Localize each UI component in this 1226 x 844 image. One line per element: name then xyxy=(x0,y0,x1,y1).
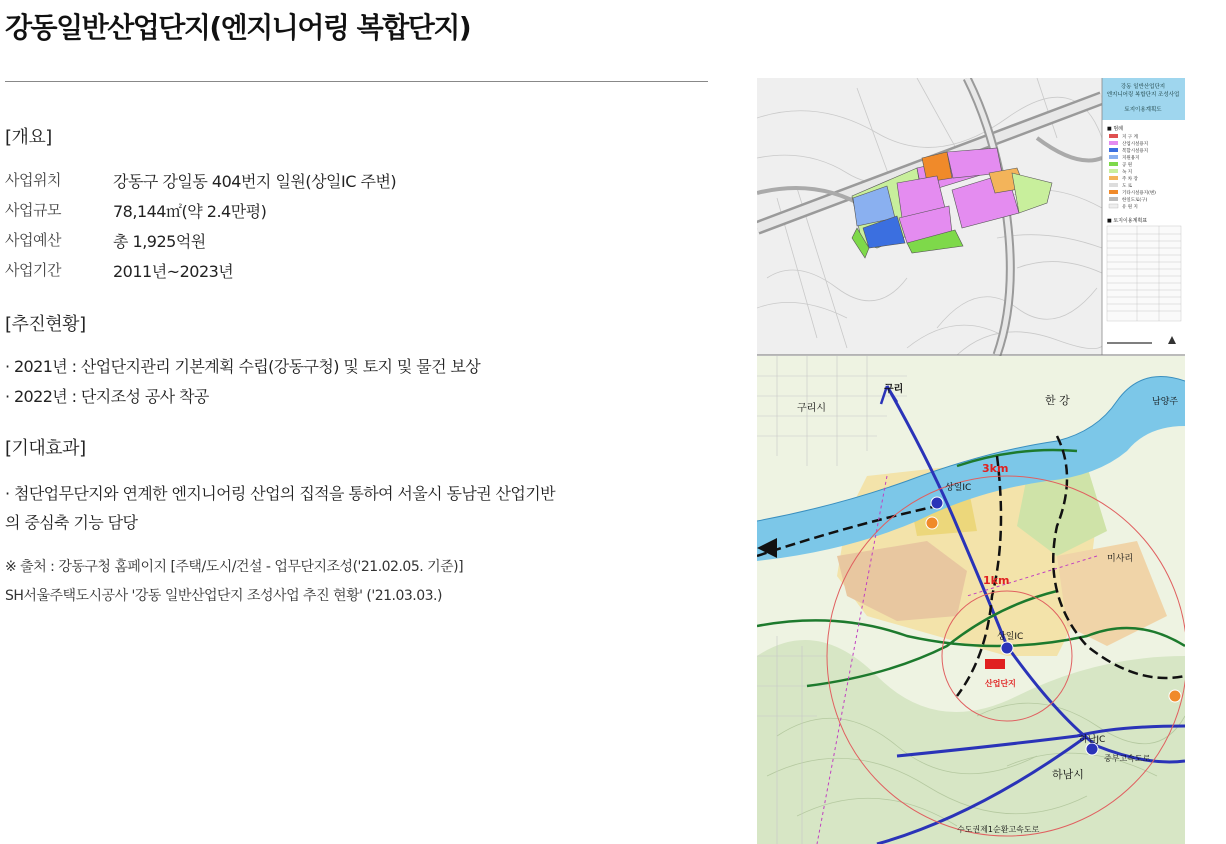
plan-title: 강동 일반산업단지 xyxy=(1120,84,1166,90)
legend-swatch xyxy=(1109,134,1118,138)
overview-value: 강동구 강일동 404번지 일원(상일IC 주변) xyxy=(113,172,397,191)
legend-label: 지 구 계 xyxy=(1122,135,1138,140)
legend-label: 유 원 지 xyxy=(1122,205,1138,210)
map-label-jungbu: 중부고속도로 xyxy=(1104,754,1151,763)
overview-label: 사업기간 xyxy=(5,261,61,279)
map-label-hangang: 한 강 xyxy=(1045,394,1070,407)
map-label-3km: 3km xyxy=(982,462,1009,475)
effects-line: 의 중심축 기능 담당 xyxy=(5,513,138,532)
legend-swatch xyxy=(1109,183,1118,187)
map-label-1km: 1km xyxy=(983,574,1010,587)
map-label-guri: 구리 xyxy=(884,384,904,395)
land-use-table xyxy=(1107,226,1181,321)
legend-swatch xyxy=(1109,169,1118,173)
effects-line: · 첨단업무단지와 연계한 엔지니어링 산업의 집적을 통하여 서울시 동남권 산업기반 xyxy=(5,484,555,503)
legend-label: 한일도로(구) xyxy=(1122,198,1148,203)
legend-swatch xyxy=(1109,155,1118,159)
overview-label: 사업위치 xyxy=(5,171,61,189)
overview-heading: [개요] xyxy=(5,127,52,148)
legend-swatch xyxy=(1109,197,1118,201)
progress-heading: [추진현황] xyxy=(5,314,86,335)
legend-swatch xyxy=(1109,176,1118,180)
legend-swatch xyxy=(1109,148,1118,152)
legend-swatch xyxy=(1109,141,1118,145)
map-label-gurisi: 구리시 xyxy=(797,403,826,414)
progress-item: · 2021년 : 산업단지관리 기본계획 수립(강동구청) 및 토지 및 물건 보상 xyxy=(5,357,481,376)
map-label-sangil-ic2: 상일IC xyxy=(997,632,1024,642)
legend-label: 기타시설용지(변) xyxy=(1122,191,1156,196)
land-use-plan-map xyxy=(757,78,1185,355)
map-label-misa: 미사리 xyxy=(1107,554,1134,564)
legend-heading: ■ 범례 xyxy=(1107,126,1123,132)
overview-value: 2011년~2023년 xyxy=(113,262,234,281)
land-table-heading: ■ 토지이용계획표 xyxy=(1107,218,1148,224)
legend-swatch xyxy=(1109,204,1118,208)
legend-swatch xyxy=(1109,190,1118,194)
map-label-ring: 수도권제1순환고속도로 xyxy=(957,825,1040,834)
location-map xyxy=(757,356,1185,844)
source-note: SH서울주택도시공사 '강동 일반산업단지 조성사업 추진 현황' ('21.03.03.) xyxy=(5,588,442,604)
overview-value: 78,144㎡(약 2.4만평) xyxy=(113,202,267,221)
map-label-hanam-jc: 하남JC xyxy=(1079,735,1106,745)
legend-label: 복합시설용지 xyxy=(1122,149,1149,154)
legend-label: 공 원 xyxy=(1122,163,1133,168)
legend-label: 녹 지 xyxy=(1122,170,1133,175)
legend-label: 산업시설용지 xyxy=(1122,142,1149,147)
map-label-site: 산업단지 xyxy=(985,679,1016,688)
plan-subtitle: 토지이용계획도 xyxy=(1124,107,1162,113)
map-label-hanam: 하남시 xyxy=(1052,768,1084,781)
progress-item: · 2022년 : 단지조성 공사 착공 xyxy=(5,387,209,406)
page-title: 강동일반산업단지(엔지니어링 복합단지) xyxy=(5,11,471,44)
legend-label: 지원용지 xyxy=(1122,156,1140,161)
effects-heading: [기대효과] xyxy=(5,438,86,459)
site-maps-image xyxy=(757,78,1185,844)
overview-label: 사업예산 xyxy=(5,231,61,249)
title-divider xyxy=(5,81,708,82)
legend-label: 주 차 장 xyxy=(1122,177,1138,182)
overview-label: 사업규모 xyxy=(5,201,61,219)
source-note: ※ 출처 : 강동구청 홈페이지 [주택/도시/건설 - 업무단지조성('21.02.05. 기준)] xyxy=(5,559,464,575)
overview-value: 총 1,925억원 xyxy=(113,232,206,251)
legend-label: 도 로 xyxy=(1122,184,1133,189)
map-label-sangil-ic: 상일IC xyxy=(945,483,972,493)
plan-title: 엔지니어링 복합단지 조성사업 xyxy=(1106,92,1180,98)
map-label-namyangju: 남양주 xyxy=(1152,397,1179,407)
legend-swatch xyxy=(1109,162,1118,166)
